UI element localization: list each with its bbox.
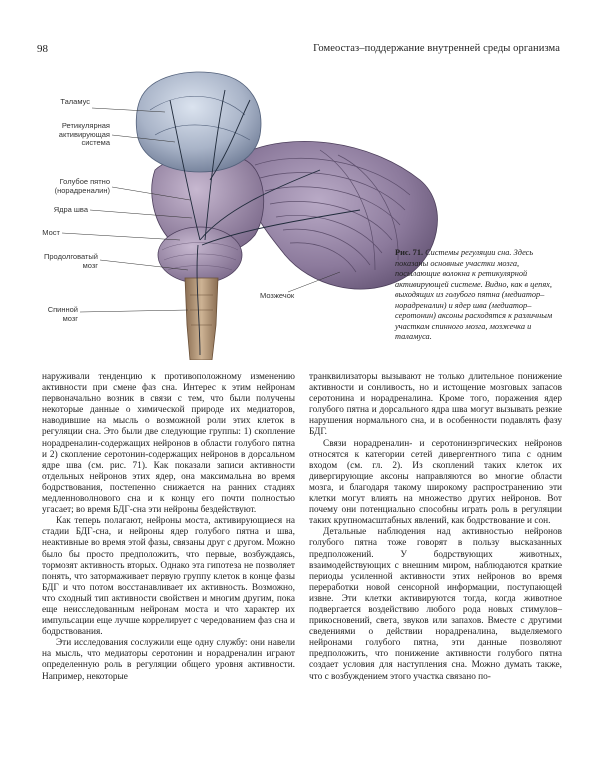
- page-number: 98: [37, 43, 48, 55]
- left-column: [42, 372, 295, 683]
- thalamus-shape: [136, 72, 261, 172]
- paragraph: Эти исследования сослужили еще одну службу: они навели на мысль, что медиаторы серотонин и норадреналин играют определенную роль в регуляции общего уровня активности. Например, некоторые: [42, 638, 295, 682]
- label-medulla: Продолговатый мозг: [44, 252, 98, 270]
- pons-shape: [158, 227, 242, 283]
- figure-caption: [395, 248, 565, 343]
- paragraph: Связи норадреналин- и серотонинэргических нейронов относятся к категории сетей дивергентного типа с одним входом (см. гл. 2). Из скоплений таких клеток их дивергирующие аксоны направляются во многие области мозга, и благодаря такому широкому распространению эти клетки могут влиять на множество других нейронов. Вот почему они потенциально способны играть роль в регуляции таких крупномасштабных явлений, как бодрствование и сон.: [309, 438, 562, 527]
- paragraph: наруживали тенденцию к противоположному изменению активности при смене фаз сна. Интерес к этим нейронам первоначально возник в связи с тем, что были получены некоторые данные о химической природе их медиаторов, наводившие на мысль о возможной роли этих клеток в регуляции сна. Это были две следующие группы: 1) скопление норадреналин-содержащих нейронов в области голубого пятна и 2) скопление серотонин-содержащих нейронов в дорсальном ядре шва (см. рис. 71). Как показали записи активности отдельных нейронов этих ядер, она максимальна во время бодрствования, постепенно снижается на ранних стадиях медленноволнового сна и к концу его почти полностью угасает; во время БДГ-сна эти нейроны бездействуют.: [42, 372, 295, 516]
- label-spinal-cord: Спинной мозг: [47, 305, 78, 323]
- spinal-cord-shape: [185, 278, 218, 360]
- running-title: Гомеостаз–поддержание внутренней среды организма: [313, 43, 560, 54]
- right-column: [309, 372, 562, 683]
- caption-title: Рис. 71.: [395, 248, 424, 257]
- paragraph: транквилизаторы вызывают не только длительное понижение активности и сонливость, но и истощение мозговых запасов серотонина и норадреналина. Кроме того, поражения ядер голубого пятна и дорсального ядра шва могут вызывать резкие нарушения нормального сна, и в особенности подавлять фазу БДГ.: [309, 372, 562, 438]
- label-raphe-nuclei: Ядра шва: [53, 205, 88, 214]
- label-reticular-system: Ретикулярная активирующая система: [58, 121, 110, 147]
- label-cerebellum: Мозжечок: [260, 291, 295, 300]
- label-locus-coeruleus: Голубое пятно (норадреналин): [54, 177, 110, 195]
- caption-body: Системы регуляции сна. Здесь показаны основные участки мозга, посылающие волокна к ретикулярной активирующей системе. Видно, как в цепях, выходящих из голубого пятна (медиатор–норадреналин) и ядер шва (медиатор–серотонин) аксоны расходятся к различным участкам спинного мозга, мозжечка и таламуса.: [395, 248, 553, 341]
- label-pons: Мост: [42, 228, 60, 237]
- paragraph: Как теперь полагают, нейроны моста, активирующиеся на стадии БДГ-сна, и нейроны ядер голубого пятна и шва, неактивные во время этой фазы, связаны друг с другом. Можно было бы просто предположить, что первые, возбуждаясь, тормозят активность вторых. Однако эта гипотеза не позволяет понять, что затормаживает первую группу клеток в конце фазы БДГ и что потом восстанавливает их активность. Возможно, что сходный тип активности свойствен и многим другим, пока еще неисследованным нейронам моста и что характер их импульсации еще лучше коррелирует с чередованием фаз сна и бодрствования.: [42, 516, 295, 638]
- paragraph: Детальные наблюдения над активностью нейронов голубого пятна тоже говорят в пользу высказанных предположений. У бодрствующих животных, взаимодействующих с внешним миром, наблюдаются краткие периоды усиленной активности этих нейронов во время переработки новой сенсорной информации, поступающей извне. Эти клетки активируются тогда, когда животное подвергается воздействию любого рода новых стимулов–прикосновений, света, звуков или запахов. Вместе с другими сведениями о действии норадреналина, выделяемого нейронами голубого пятна, эти данные позволяют предположить, что понижение активности голубого пятна создает условия для наступления сна. Можно думать также, что с возбуждением этого участка связано по-: [309, 527, 562, 682]
- label-thalamus: Таламус: [60, 97, 90, 106]
